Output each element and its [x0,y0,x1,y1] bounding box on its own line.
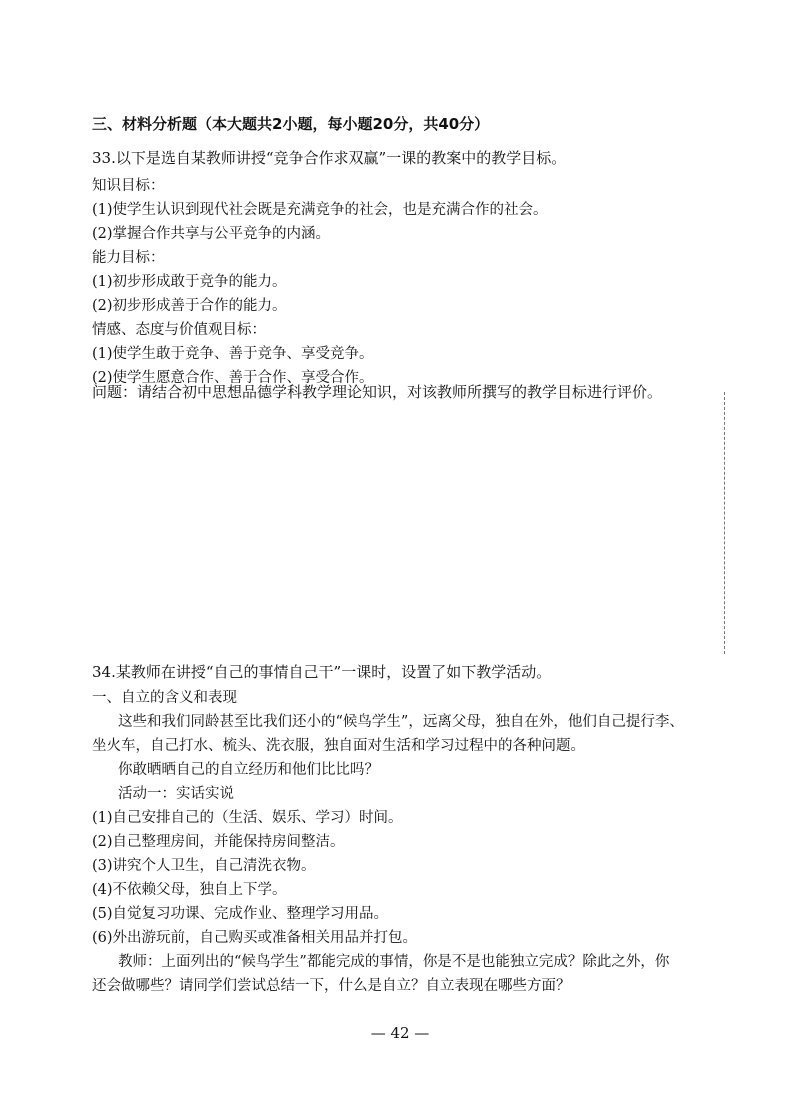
q34-teacher-line1: 教师：上面列出的“候鸟学生”都能完成的事情，你是不是也能独立完成？除此之外，你 [118,954,670,970]
q34-teacher-line2: 还会做哪些？请同学们尝试总结一下，什么是自立？自立表现在哪些方面？ [92,978,571,994]
q34-item: (6)外出游玩前，自己购买或准备相关用品并打包。 [92,930,418,946]
q34-item: (1)自己安排自己的（生活、娱乐、学习）时间。 [92,810,403,826]
q33-emotion-1: (1)使学生敢于竞争、善于竞争、享受竞争。 [92,346,374,362]
q33-knowledge-label: 知识目标： [92,178,165,194]
q34-item: (5)自觉复习功课、完成作业、整理学习用品。 [92,906,389,922]
q34-para2: 你敢晒晒自己的自立经历和他们比比吗？ [118,762,379,778]
q34-activity-label: 活动一：实话实说 [118,786,234,802]
q33-ability-2: (2)初步形成善于合作的能力。 [92,298,287,314]
page-number: — 42 — [370,1024,430,1042]
q34-part1-title: 一、自立的含义和表现 [92,690,237,706]
q33-emotion-2: (2)使学生愿意合作、善于合作、享受合作。 [92,370,374,386]
q33-knowledge-1: (1)使学生认识到现代社会既是充满竞争的社会，也是充满合作的社会。 [92,202,548,218]
q33-ability-1: (1)初步形成敢于竞争的能力。 [92,274,287,290]
q33-knowledge-2: (2)掌握合作共享与公平竞争的内涵。 [92,226,331,242]
q34-para1-line2: 坐火车，自己打水、梳头、洗衣服，独自面对生活和学习过程中的各种问题。 [92,738,585,754]
q34-item: (3)讲究个人卫生，自己清洗衣物。 [92,858,316,874]
q34-stem: 34.某教师在讲授“自己的事情自己干”一课时，设置了如下教学活动。 [92,663,552,681]
q33-stem: 33.以下是选自某教师讲授“竞争合作求双赢”一课的教案中的教学目标。 [92,149,567,167]
q34-item: (2)自己整理房间，并能保持房间整洁。 [92,834,345,850]
q34-para1-line1: 这些和我们同龄甚至比我们还小的“候鸟学生”，远离父母，独自在外，他们自己提行李、 [118,714,684,730]
q33-question: 问题：请结合初中思想品德学科教学理论知识，对该教师所撰写的教学目标进行评价。 [92,383,663,401]
q33-emotion-label: 情感、态度与价值观目标： [92,322,266,338]
q34-item: (4)不依赖父母，独自上下学。 [92,882,287,898]
q33-ability-label: 能力目标： [92,250,165,266]
section-heading: 三、材料分析题（本大题共2小题，每小题20分，共40分） [92,115,490,133]
margin-dashed-line [724,392,725,654]
